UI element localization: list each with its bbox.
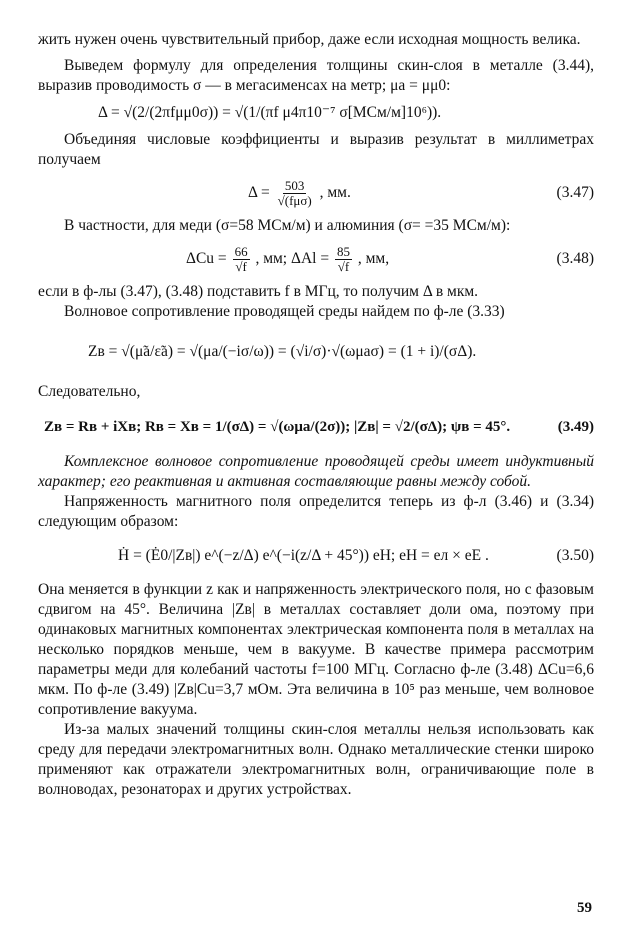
paragraph-6: Волновое сопротивление проводящей среды найдем по ф-ле (3.33) — [64, 303, 505, 320]
equation-delta-general — [38, 96, 594, 130]
eq348-al-fraction — [335, 245, 352, 274]
eq350-number: (3.50) — [556, 547, 594, 564]
paragraph-5: если в ф-лы (3.47), (3.48) подставить f в МГц, то получим Δ в мкм. — [38, 283, 479, 300]
paragraph-4: В частности, для меди (σ=58 МСм/м) и алюминия (σ= =35 МСм/м): — [64, 217, 511, 234]
eq348-number: (3.48) — [556, 250, 594, 267]
eq349-number: (3.49) — [557, 419, 594, 435]
eq348-unit: , мм, — [357, 249, 390, 267]
paragraph-2: Выведем формулу для определения толщины скин-слоя в металле (3.44), выразив проводимость σ — в мегасименсах на метр; μa = μμ0: — [38, 57, 594, 94]
eq347-number: (3.47) — [556, 184, 594, 201]
eq348-cu-numerator: 66 — [234, 243, 248, 259]
paragraph-9: Напряженность магнитного поля определится теперь из ф-л (3.46) и (3.34) следующим образом: — [38, 493, 594, 530]
equation-delta-general-text: Δ = √(2/(2πfμμ0σ)) = √(1/(πf μ4π10⁻⁷ σ[МСм/м]10⁶)). — [98, 104, 442, 121]
equation-3-49 — [38, 402, 594, 452]
paragraph-7: Следовательно, — [38, 383, 141, 400]
paragraph-11: Из-за малых значений толщины скин-слоя металлы нельзя использовать как среду для передачи электромагнитных волн. Однако металлические стенки широко применяют как отражатели электромагнитных волн, ограничивающие поле в волноводах, резонаторах и других устройствах. — [38, 721, 594, 798]
eq348-al-denominator: √f — [337, 258, 350, 274]
eq348-cu-fraction — [233, 245, 250, 274]
equation-3-50-text: Ḣ = (Ė0/|Zв|) e^(−z/Δ) e^(−i(z/Δ + 45°)) eH; eH = eл × eE . — [118, 547, 489, 564]
paragraph-10: Она меняется в функции z как и напряженность электрического поля, но с фазовым сдвигом на 45°. Величина |Zв| в металлах составляет доли ома, поэтому при одинаковых магнитных компонентах электрическая компонента поля в металлах на несколько порядков меньше, чем в вакууме. В качестве примера рассмотрим параметры меди для колебаний частоты f=100 МГц. Согласно ф-ле (3.48) ΔCu=6,6 мкм. По ф-ле (3.49) |Zв|Cu=3,7 мОм. Эта величина в 10⁵ раз меньше, чем волновое сопротивление вакуума. — [38, 581, 594, 718]
equation-3-48 — [38, 236, 594, 282]
eq348-mid: , мм; ΔAl = — [255, 249, 330, 267]
paragraph-8-italic: Комплексное волновое сопротивление проводящей среды имеет индуктивный характер; его реактивная и активная составляющие равны между собой. — [38, 453, 594, 490]
eq347-unit: , мм. — [319, 183, 351, 201]
eq347-fraction — [276, 179, 314, 208]
eq347-denominator: √(fμσ) — [277, 192, 312, 208]
eq347-lhs: Δ = — [248, 183, 270, 201]
eq348-al-numerator: 85 — [336, 243, 350, 259]
equation-3-33 — [38, 322, 594, 382]
page-body — [38, 30, 594, 800]
equation-3-50 — [38, 532, 594, 580]
equation-3-47 — [38, 170, 594, 216]
equation-3-49-text: Zв = Rв + iXв; Rв = Xв = 1/(σΔ) = √(ωμa/(2σ)); |Zв| = √2/(σΔ); ψв = 45°. — [44, 419, 511, 435]
eq348-cu-denominator: √f — [235, 258, 247, 274]
eq348-cu-lhs: ΔCu = — [186, 249, 227, 267]
page-number: 59 — [577, 900, 592, 916]
paragraph-1: жить нужен очень чувствительный прибор, даже если исходная мощность велика. — [38, 31, 581, 48]
eq347-numerator: 503 — [284, 177, 305, 193]
equation-3-33-text: Zв = √(μ̃a/ε̃a) = √(μa/(−iσ/ω)) = (√i/σ)·√(ωμaσ) = (1 + i)/(σΔ). — [88, 343, 477, 360]
paragraph-3: Объединяя числовые коэффициенты и выразив результат в миллиметрах получаем — [38, 131, 594, 168]
